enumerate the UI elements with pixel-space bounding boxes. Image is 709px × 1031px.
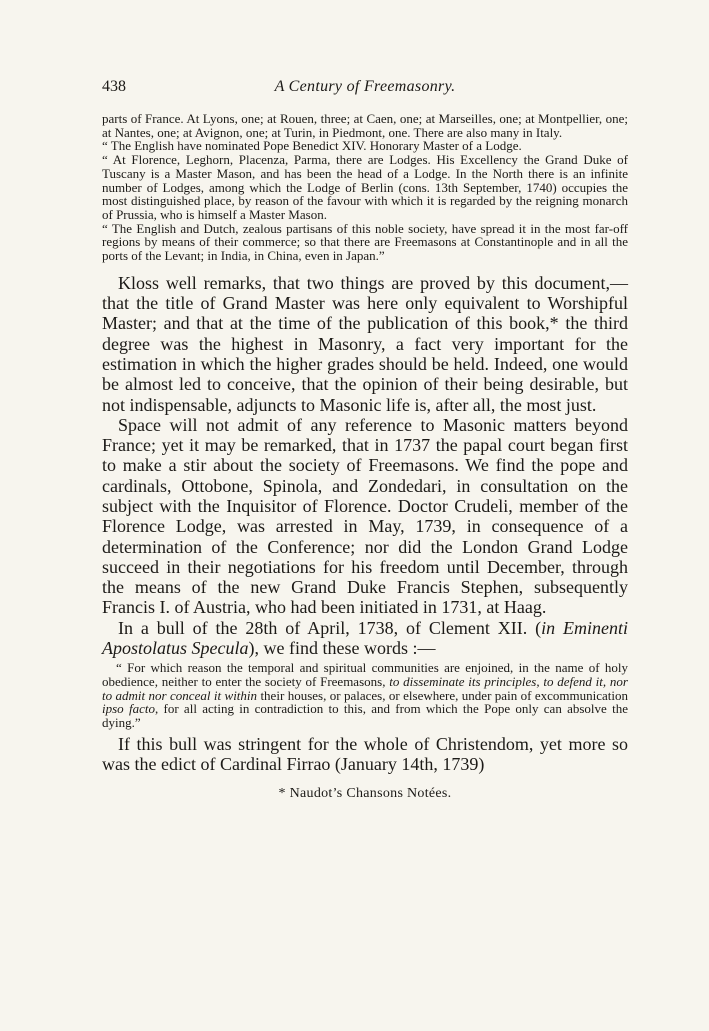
body-paragraph: Space will not admit of any reference to Masonic matters beyond France; yet it may be remarked, that in 1737 the papal court began first to make a stir about the society of Freemasons. We find the pope and cardinals, Ottobone, Spinola, and Zondedari, in consultation on the subject with the Inquisitor of Florence. Doctor Crudeli, member of the Florence Lodge, was arrested in May, 1739, in consequence of a determination of the Conference; nor did the London Grand Lodge succeed in their negotiations for his freedom until December, through the means of the new Grand Duke Francis Stephen, subsequently Francis I. of Austria, who had been initiated in 1731, at Haag. xyxy=(102,414,628,618)
footnote: * Naudot’s Chansons Notées. xyxy=(278,786,452,802)
body-paragraph: Kloss well remarks, that two things are proved by this document,—that the title of Grand Master was here only equivalent to Worshipful Master; and that at the time of the publication of this book,* the third degree was the highest in Masonry, a fact very important for the estimation in which the higher grades should be held. Indeed, one would be almost led to conceive, that the opinion of their being desirable, but not indispensable, adjuncts to Masonic life is, after all, the most just. xyxy=(102,272,628,415)
body-text-end xyxy=(102,734,628,775)
quote-italic: to disseminate its principles, to defend it, nor to admit nor conceal it within xyxy=(102,674,628,703)
bull-text: In a bull of the 28th of April, 1738, of Clement XII. ( xyxy=(118,617,542,638)
quote-italic: ipso facto xyxy=(102,701,155,717)
quoted-paragraph: “ The English and Dutch, zealous partisans of this noble society, have spread it in the most far-off regions by means of their commerce; so that there are Freemasons at Constantinople and in all the ports of the Levant; in India, in China, even in Japan.” xyxy=(102,220,628,264)
quoted-paragraph: “ The English have nominated Pope Benedict XIV. Honorary Master of a Lodge. xyxy=(102,138,522,154)
book-page xyxy=(102,78,628,802)
quoted-paragraph: parts of France. At Lyons, one; at Rouen, three; at Caen, one; at Marseilles, one; at Montpellier, one; at Nantes, one; at Avignon, one; at Turin, in Piedmont, one. There are also many in Italy. xyxy=(102,111,628,140)
quote-text: “ For which reason the temporal and spiritual communities are enjoined, in the name of holy obedience, neither to enter the society of Freemasons, xyxy=(102,660,628,690)
body-text xyxy=(102,273,628,659)
page-number: 438 xyxy=(102,78,126,95)
running-title: A Century of Freemasonry. xyxy=(274,78,456,95)
quoted-letter xyxy=(102,112,628,263)
page-header xyxy=(102,78,628,102)
bull-quote xyxy=(102,661,628,730)
bull-title: in Eminenti Apostolatus Specula xyxy=(102,617,628,659)
body-paragraph: If this bull was stringent for the whole of Christendom, yet more so was the edict of Cardinal Firrao (January 14th, 1739) xyxy=(102,733,628,775)
bull-text: ), we find these words :— xyxy=(248,638,436,659)
quote-text: , for all acting in contradiction to this, and from which the Pope only can absolve the dying.” xyxy=(102,701,628,731)
bull-paragraph xyxy=(102,618,628,659)
quote-text: their houses, or palaces, or elsewhere, under pain of excommunication xyxy=(257,687,628,703)
quoted-paragraph: “ At Florence, Leghorn, Placenza, Parma, there are Lodges. His Excellency the Grand Duke of Tuscany is a Master Mason, and has been the head of a Lodge. In the North there is an infinite number of Lodges, among which the Lodge of Berlin (cons. 13th September, 1740) occupies the most distinguished place, by reason of the favour with which it is regarded by the reigning monarch of Prussia, who is himself a Master Mason. xyxy=(102,152,628,222)
